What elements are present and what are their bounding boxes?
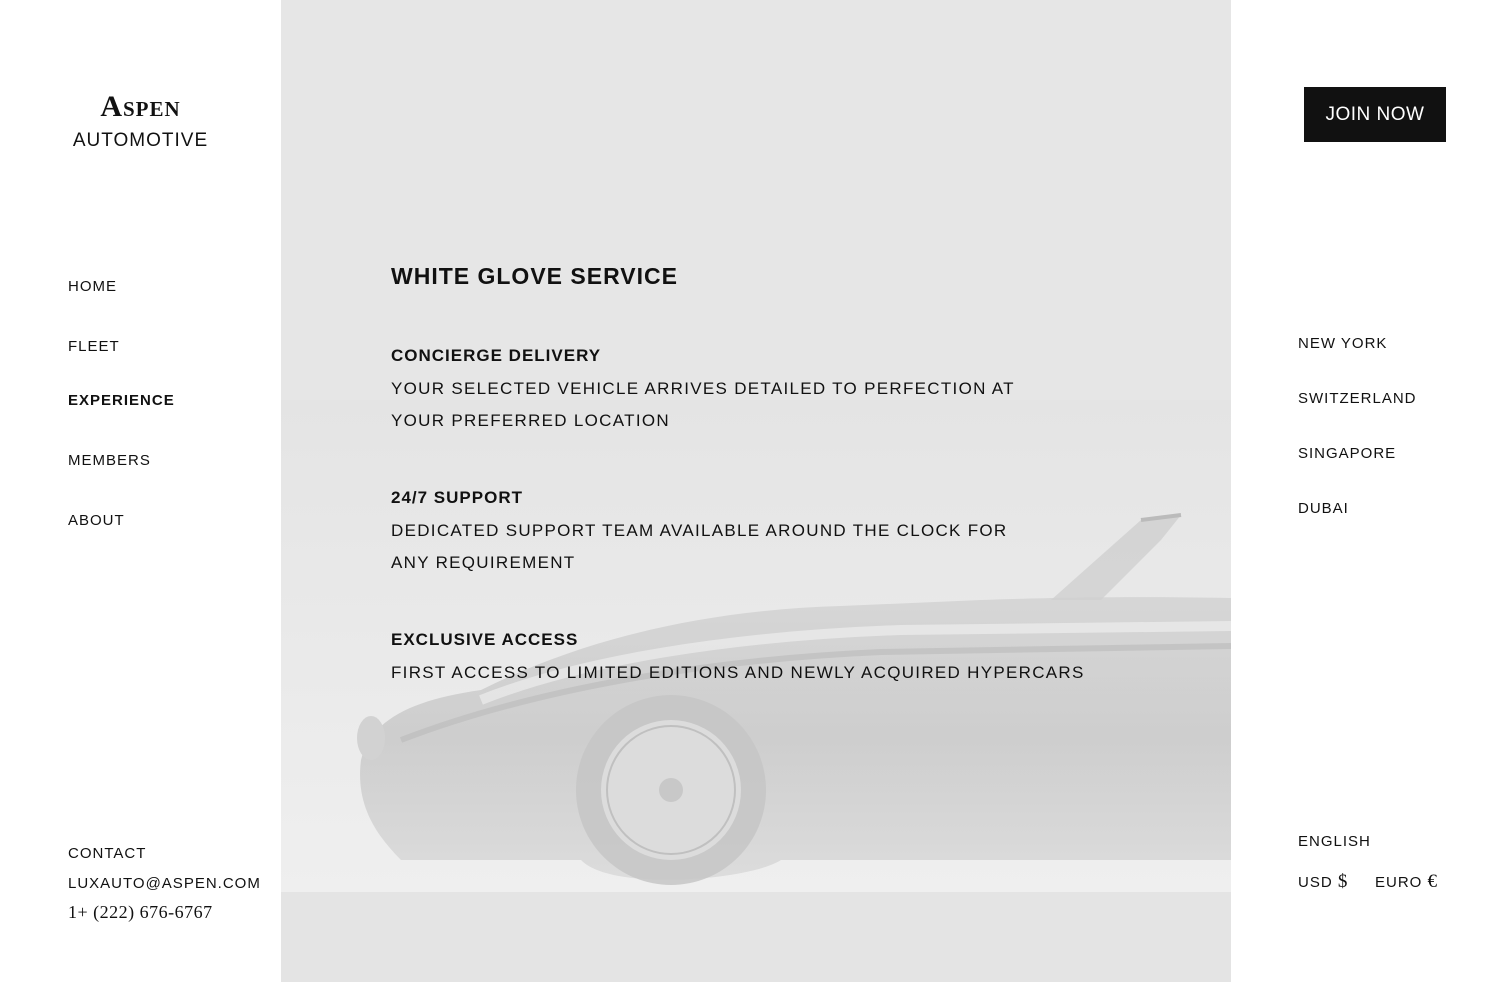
nav-item-home[interactable]: HOME bbox=[68, 278, 117, 295]
dollar-icon: $ bbox=[1337, 871, 1349, 892]
feature-text-access: FIRST ACCESS TO LIMITED EDITIONS AND NEWLY ACQUIRED HYPERCARS bbox=[391, 663, 1085, 682]
currency-usd-label: USD bbox=[1298, 874, 1333, 891]
location-singapore[interactable]: SINGAPORE bbox=[1298, 445, 1397, 462]
contact-email[interactable]: LUXAUTO@ASPEN.COM bbox=[68, 875, 261, 892]
location-new-york[interactable]: NEW YORK bbox=[1298, 335, 1388, 352]
brand-subtitle: AUTOMOTIVE bbox=[72, 130, 209, 151]
currency-euro[interactable] bbox=[1375, 871, 1438, 893]
feature-title-access: EXCLUSIVE ACCESS bbox=[391, 630, 579, 649]
feature-text-concierge: YOUR SELECTED VEHICLE ARRIVES DETAILED TO PERFECTION AT YOUR PREFERRED LOCATION bbox=[391, 379, 1015, 430]
nav-item-experience[interactable]: EXPERIENCE bbox=[68, 392, 175, 409]
join-now-button[interactable]: JOIN NOW bbox=[1304, 87, 1446, 142]
currency-euro-label: EURO bbox=[1375, 874, 1423, 891]
location-switzerland[interactable]: SWITZERLAND bbox=[1298, 390, 1417, 407]
nav-item-about[interactable]: ABOUT bbox=[68, 512, 125, 529]
euro-icon: € bbox=[1427, 871, 1439, 892]
feature-title-support: 24/7 SUPPORT bbox=[391, 488, 523, 507]
location-dubai[interactable]: DUBAI bbox=[1298, 500, 1349, 517]
contact-label: CONTACT bbox=[68, 845, 147, 862]
left-sidebar bbox=[0, 0, 281, 982]
feature-text-support: DEDICATED SUPPORT TEAM AVAILABLE AROUND THE CLOCK FOR ANY REQUIREMENT bbox=[391, 521, 1008, 572]
language-selector[interactable]: ENGLISH bbox=[1298, 833, 1371, 850]
section-title: WHITE GLOVE SERVICE bbox=[391, 263, 678, 289]
nav-item-members[interactable]: MEMBERS bbox=[68, 452, 151, 469]
currency-usd[interactable] bbox=[1298, 871, 1348, 893]
brand-title[interactable]: Aspen bbox=[100, 90, 181, 123]
contact-phone[interactable]: 1+ (222) 676-6767 bbox=[68, 902, 213, 922]
nav-item-fleet[interactable]: FLEET bbox=[68, 338, 120, 355]
feature-title-concierge: CONCIERGE DELIVERY bbox=[391, 346, 602, 365]
